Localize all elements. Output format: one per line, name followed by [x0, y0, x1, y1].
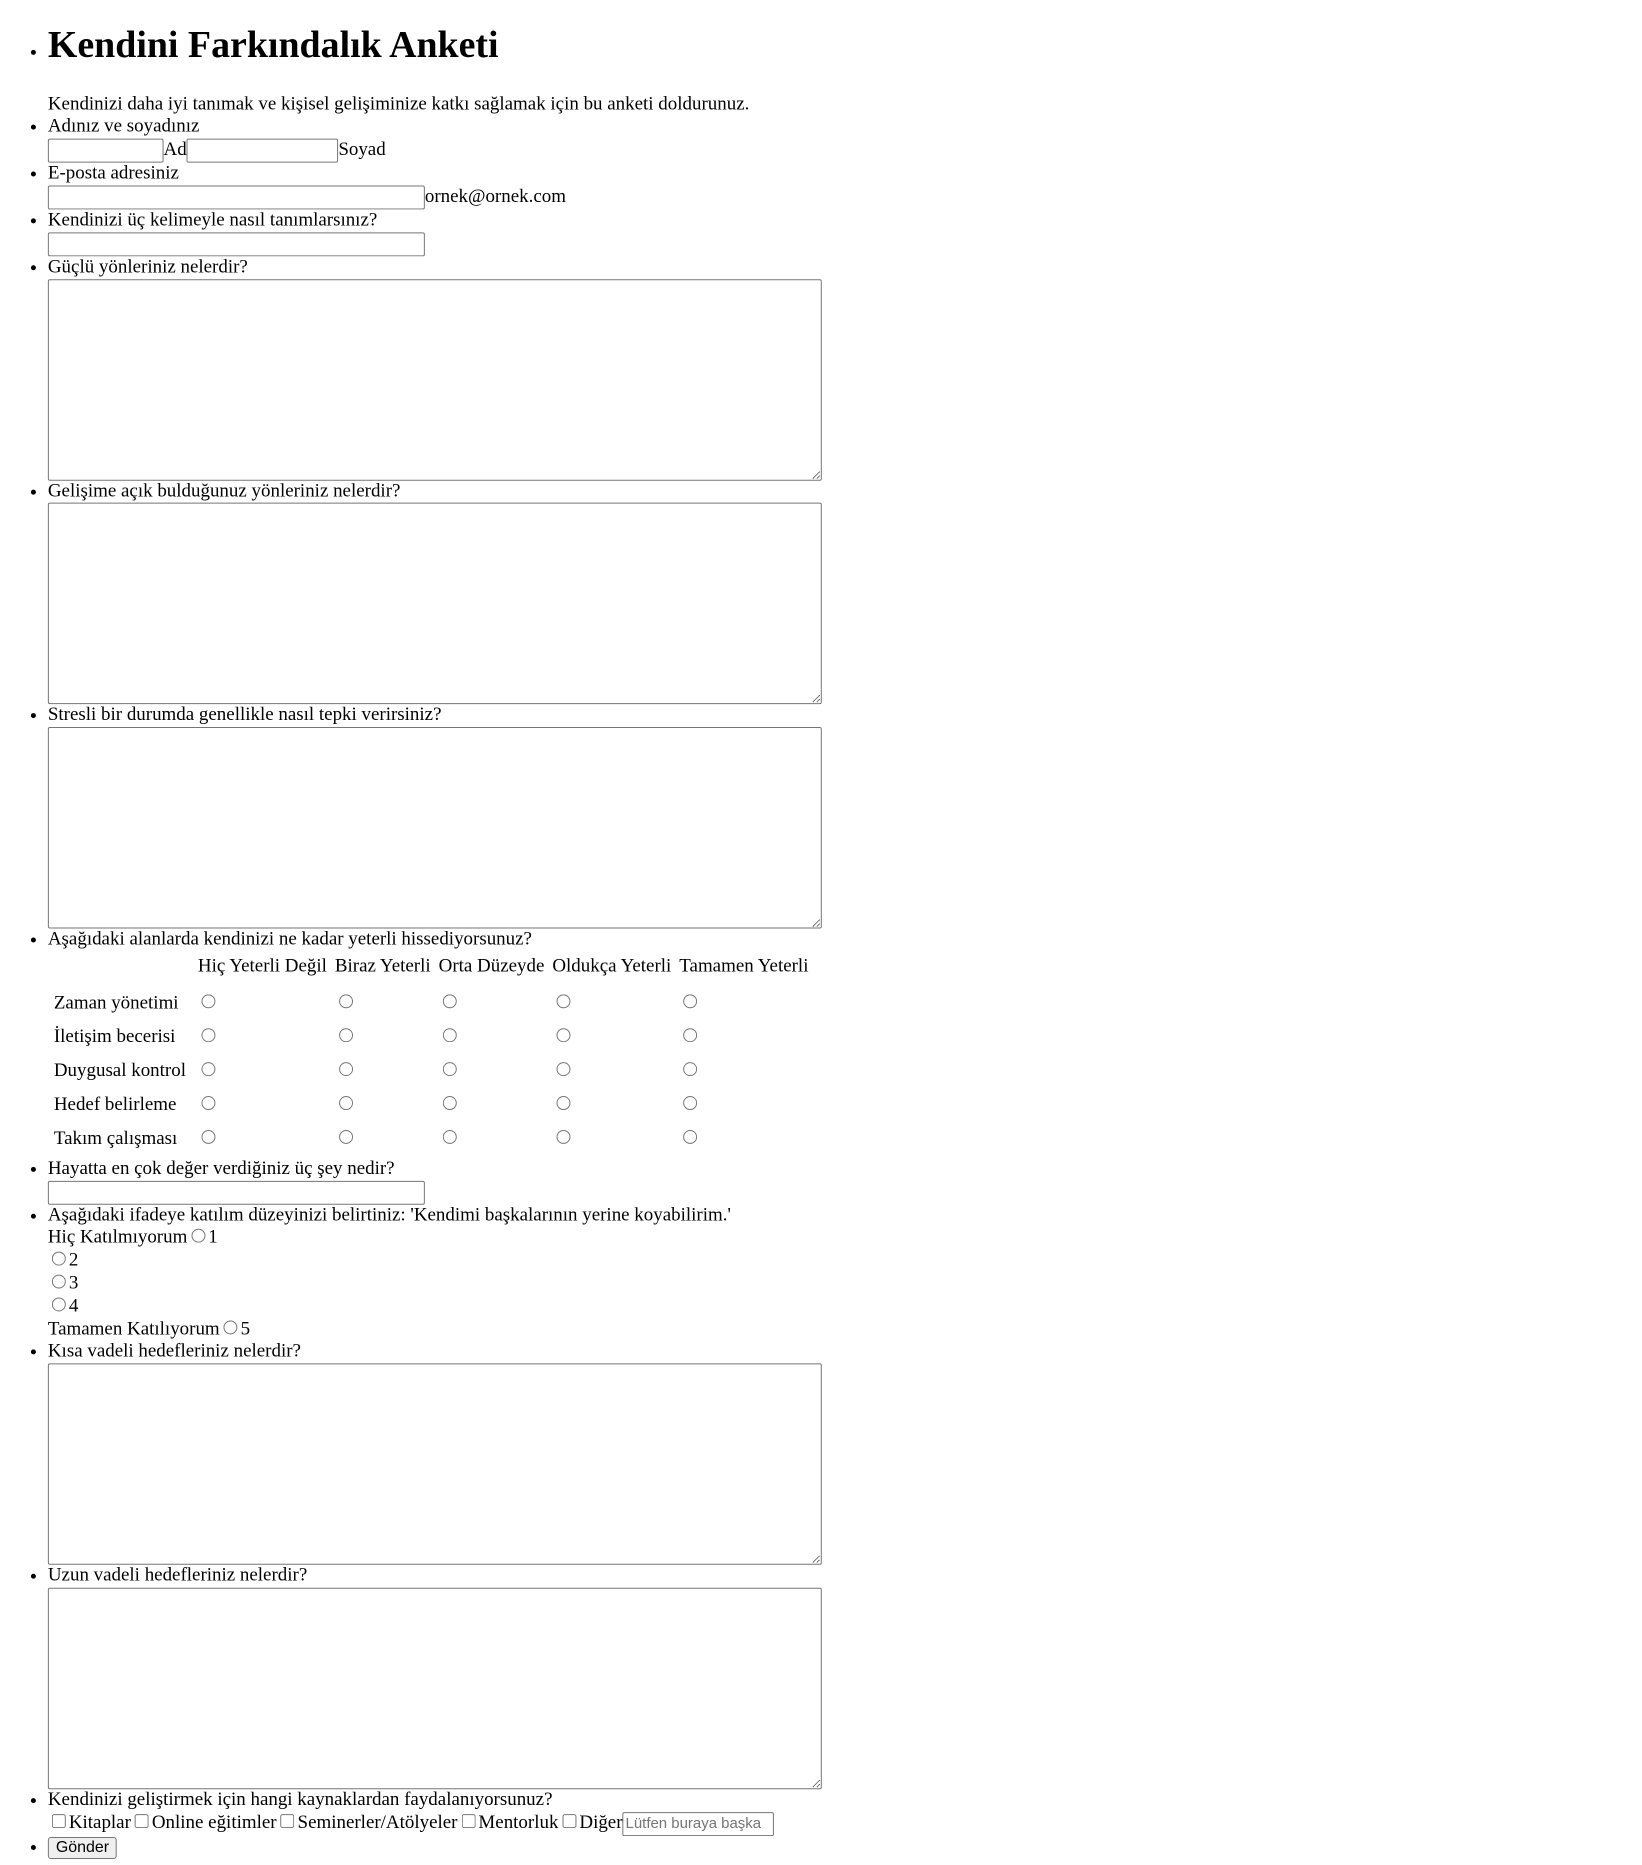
competence-table	[48, 952, 815, 1158]
competence-radio[interactable]	[339, 1029, 353, 1043]
list-item-resources	[48, 1789, 1638, 1836]
competence-radio[interactable]	[443, 1097, 457, 1111]
competence-radio[interactable]	[202, 1130, 216, 1144]
email-hint: ornek@ornek.com	[424, 186, 566, 208]
short-goals-textarea[interactable]	[48, 1364, 822, 1565]
list-item-competence	[48, 929, 1638, 1158]
resources-option-label: Online eğitimler	[151, 1812, 277, 1834]
improve-textarea[interactable]	[48, 503, 822, 704]
resources-option-label: Kitaplar	[68, 1812, 131, 1834]
table-row	[52, 1090, 811, 1122]
improve-question-label: • Gelişime açık bulduğunuz yönleriniz nelerdir?	[47, 480, 401, 502]
short-goals-question-label: • Kısa vadeli hedefleriniz nelerdir?	[47, 1340, 301, 1362]
competence-radio[interactable]	[202, 1029, 216, 1043]
competence-row-label: İletişim becerisi	[53, 1026, 176, 1048]
name-question-label: • Adınız ve soyadınız	[47, 116, 200, 138]
empathy-radio-4[interactable]	[52, 1297, 66, 1311]
strengths-question-label: • Güçlü yönleriniz nelerdir?	[47, 256, 248, 278]
competence-radio[interactable]	[556, 1097, 570, 1111]
list-item-email	[48, 163, 1638, 210]
empathy-option-row	[48, 1250, 1638, 1273]
long-goals-textarea[interactable]	[48, 1588, 822, 1789]
competence-radio[interactable]	[683, 1130, 697, 1144]
table-row	[52, 1056, 811, 1088]
competence-radio[interactable]	[202, 1063, 216, 1077]
empathy-option-label: 5	[240, 1318, 251, 1340]
empathy-option-row	[48, 1227, 1638, 1250]
other-resource-input[interactable]	[623, 1812, 775, 1836]
list-item-stress	[48, 705, 1638, 929]
empathy-low-label: Hiç Katılmıyorum	[47, 1227, 188, 1249]
last-name-caption: Soyad	[338, 139, 386, 161]
three-words-question-label: • Kendinizi üç kelimeyle nasıl tanımlarsınız?	[47, 209, 378, 231]
competence-radio[interactable]	[683, 1029, 697, 1043]
empathy-radio-3[interactable]	[52, 1275, 66, 1289]
empathy-option-label: 3	[68, 1272, 79, 1294]
competence-radio[interactable]	[339, 1130, 353, 1144]
empathy-option-row	[48, 1318, 1638, 1341]
list-item-long-goals	[48, 1565, 1638, 1789]
submit-button[interactable]: Gönder	[48, 1837, 117, 1859]
first-name-input[interactable]	[48, 139, 164, 163]
empathy-question-label: • Aşağıdaki ifadeye katılım düzeyinizi belirtiniz: 'Kendimi başkalarının yerine koyabilirim.'	[47, 1204, 731, 1226]
empathy-radio-5[interactable]	[224, 1320, 238, 1334]
email-input[interactable]	[48, 186, 425, 210]
empathy-option-row	[48, 1273, 1638, 1296]
list-item-title	[48, 24, 1638, 116]
survey-form	[0, 24, 1638, 1859]
competence-radio[interactable]	[202, 1097, 216, 1111]
competence-radio[interactable]	[443, 1063, 457, 1077]
competence-radio[interactable]	[556, 1130, 570, 1144]
empathy-high-label: Tamamen Katılıyorum	[47, 1318, 220, 1340]
list-item-three-words	[48, 210, 1638, 257]
list-item-improve	[48, 480, 1638, 704]
three-words-input[interactable]	[48, 232, 425, 256]
resources-option-label: Seminerler/Atölyeler	[297, 1812, 458, 1834]
list-item-values	[48, 1158, 1638, 1205]
competence-header-row	[52, 953, 811, 986]
list-item-empathy	[48, 1204, 1638, 1340]
email-question-label: • E-posta adresiniz	[47, 162, 179, 184]
empathy-option-label: 4	[68, 1295, 79, 1317]
values-input[interactable]	[48, 1180, 425, 1204]
first-name-caption: Ad	[163, 139, 187, 161]
list-item-strengths	[48, 256, 1638, 480]
long-goals-question-label: • Uzun vadeli hedefleriniz nelerdir?	[47, 1565, 308, 1586]
competence-column-header: Oldukça Yeterli	[552, 955, 672, 977]
competence-column-header: Hiç Yeterli Değil	[197, 955, 327, 977]
stress-textarea[interactable]	[48, 727, 822, 928]
competence-column-header: Tamamen Yeterli	[679, 955, 809, 977]
competence-radio[interactable]	[339, 995, 353, 1009]
resources-option-label: Mentorluk	[478, 1812, 559, 1834]
competence-radio[interactable]	[339, 1097, 353, 1111]
strengths-textarea[interactable]	[48, 279, 822, 480]
competence-question-label: • Aşağıdaki alanlarda kendinizi ne kadar yeterli hissediyorsunuz?	[47, 928, 532, 950]
empathy-radio-1[interactable]	[191, 1229, 205, 1243]
competence-row-label: Duygusal kontrol	[53, 1060, 186, 1082]
list-item-submit	[48, 1836, 1638, 1859]
other-checkbox[interactable]	[562, 1814, 576, 1828]
competence-radio[interactable]	[683, 995, 697, 1009]
competence-radio[interactable]	[556, 1029, 570, 1043]
competence-row-label: Zaman yönetimi	[53, 992, 179, 1014]
competence-radio[interactable]	[683, 1097, 697, 1111]
survey-list	[0, 24, 1638, 1859]
empathy-option-label: 1	[208, 1227, 218, 1249]
competence-row-label: Takım çalışması	[53, 1128, 178, 1150]
competence-radio[interactable]	[443, 995, 457, 1009]
stress-question-label: • Stresli bir durumda genellikle nasıl tepki verirsiniz?	[47, 704, 442, 726]
page-title: • Kendini Farkındalık Anketi	[47, 23, 499, 66]
empathy-option-label: 2	[68, 1249, 79, 1271]
list-item-short-goals	[48, 1341, 1638, 1565]
mentoring-checkbox[interactable]	[461, 1814, 475, 1828]
list-item-name	[48, 116, 1638, 163]
competence-column-header: Biraz Yeterli	[334, 955, 431, 977]
books-checkbox[interactable]	[52, 1814, 66, 1828]
competence-radio[interactable]	[202, 995, 216, 1009]
table-row	[52, 1124, 811, 1156]
competence-radio[interactable]	[339, 1063, 353, 1077]
online-courses-checkbox[interactable]	[135, 1814, 149, 1828]
competence-radio[interactable]	[683, 1063, 697, 1077]
values-question-label: • Hayatta en çok değer verdiğiniz üç şey nedir?	[47, 1157, 395, 1179]
resources-option-label: Diğer	[579, 1812, 623, 1834]
survey-description: Kendinizi daha iyi tanımak ve kişisel gelişiminize katkı sağlamak için bu anketi doldurunuz.	[47, 93, 750, 115]
last-name-input[interactable]	[187, 139, 339, 163]
table-row	[52, 988, 811, 1020]
competence-row-label: Hedef belirleme	[53, 1094, 177, 1116]
seminars-checkbox[interactable]	[281, 1814, 295, 1828]
empathy-radio-2[interactable]	[52, 1252, 66, 1266]
competence-column-header: Orta Düzeyde	[438, 955, 545, 977]
table-row	[52, 1022, 811, 1054]
resources-question-label: • Kendinizi geliştirmek için hangi kaynaklardan faydalanıyorsunuz?	[47, 1789, 553, 1811]
competence-radio[interactable]	[556, 995, 570, 1009]
competence-radio[interactable]	[443, 1029, 457, 1043]
empathy-option-row	[48, 1295, 1638, 1318]
competence-radio[interactable]	[556, 1063, 570, 1077]
competence-corner-cell	[52, 953, 192, 986]
competence-radio[interactable]	[443, 1130, 457, 1144]
resources-option-row	[48, 1812, 774, 1833]
